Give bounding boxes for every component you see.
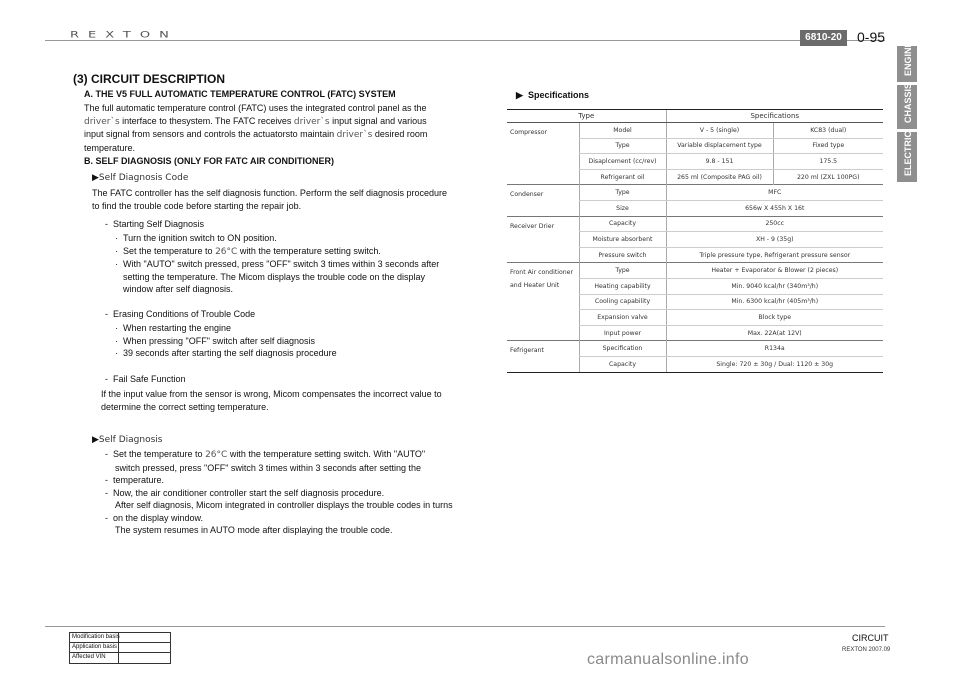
value-cell: Fixed type: [773, 138, 883, 154]
text-span: desired room: [372, 129, 428, 139]
self-diagnosis-code-heading: [92, 171, 188, 185]
category-front-air-conditioner: [507, 263, 579, 341]
value-cell: Single: 720 ± 30g / Dual: 1120 ± 30g: [666, 356, 883, 372]
category-refrigerant: Fefrigerant: [507, 341, 579, 372]
code-para-line: The FATC controller has the self diagnosis function. Perform the self diagnosis procedure: [92, 188, 448, 198]
erasing-list: [115, 322, 455, 360]
triangle-icon: ▶: [92, 172, 99, 182]
starting-list: [115, 232, 455, 296]
section-code-badge: 6810-20: [800, 30, 847, 46]
value-cell: Max. 22A(at 12V): [666, 325, 883, 341]
subtitle-fatc: A. THE V5 FULL AUTOMATIC TEMPERATURE CONTROL (FATC) SYSTEM: [84, 89, 396, 99]
step-text: with the temperature setting switch. With "AUTO": [227, 449, 426, 459]
step-line: switch pressed, press "OFF" switch 3 times within 3 seconds after setting the: [115, 462, 422, 473]
list-item: · When restarting the engine: [115, 323, 232, 333]
footer-model-date: REXTON 2007.09: [842, 647, 891, 653]
item-label: Capacity: [579, 216, 666, 232]
failsafe-heading: - Fail Safe Function: [105, 374, 186, 384]
item-label: Size: [579, 200, 666, 216]
item-label: Heating capability: [579, 278, 666, 294]
value-cell: V - 5 (single): [666, 123, 773, 139]
kr-text: driver`s: [336, 130, 373, 140]
tab-engine[interactable]: [897, 41, 917, 82]
value-cell: 9.8 - 151: [666, 154, 773, 170]
tab-chassis-label: CHASSIS: [903, 82, 913, 123]
item-label: Model: [579, 123, 666, 139]
step-line: - Now, the air conditioner controller start the self diagnosis procedure.: [105, 487, 385, 498]
heading-text: Erasing Conditions of Trouble Code: [113, 309, 256, 319]
step-text: Set the temperature to: [113, 449, 206, 459]
value-cell: 220 ml (ZXL 100PG): [773, 169, 883, 185]
heading-text: Starting Self Diagnosis: [113, 219, 205, 229]
heading-text: Self Diagnosis: [98, 435, 163, 445]
item-text: with the temperature setting switch.: [237, 245, 381, 256]
table-row: [507, 185, 883, 201]
triangle-icon: ▶: [92, 434, 99, 444]
item-label: Capacity: [579, 356, 666, 372]
category-compressor: Compressor: [510, 129, 548, 136]
failsafe-line: If the input value from the sensor is wrong, Micom compensates the incorrect value to: [101, 389, 442, 399]
item-text: 39 seconds after starting the self diagnosis procedure: [123, 348, 337, 358]
step-line: - temperature.: [105, 475, 165, 485]
item-label: Type: [579, 263, 666, 279]
triangle-icon: ▶: [516, 90, 523, 100]
list-item: · 39 seconds after starting the self diagnosis procedure: [115, 348, 337, 358]
value-cell: 175.5: [773, 154, 883, 170]
page-number: 0-95: [857, 29, 886, 45]
value-cell: Block type: [666, 310, 883, 326]
modification-basis-label: Modification basis: [70, 633, 170, 643]
category-line: and Heater Unit: [510, 282, 560, 290]
item-label: Expansion valve: [579, 310, 666, 326]
self-diagnosis-steps: [105, 448, 460, 537]
table-row: [507, 216, 883, 232]
revision-info-box: [69, 632, 171, 664]
item-text: Turn the ignition switch to ON position.: [123, 233, 277, 243]
header-type: Type: [507, 110, 666, 123]
item-text: Set the temperature to: [123, 245, 216, 256]
item-text: When pressing "OFF" switch after self diagnosis: [123, 335, 315, 346]
list-item: · When pressing "OFF" switch after self diagnosis: [115, 335, 315, 346]
kr-text: driver`s: [293, 116, 330, 127]
failsafe-para: [101, 388, 461, 413]
item-label: Pressure switch: [579, 247, 666, 263]
text-span: interface to thesystem. The FATC receives: [119, 115, 294, 126]
specifications-table: [507, 109, 883, 373]
step-text: on the display window.: [113, 512, 204, 523]
tab-chassis[interactable]: [897, 82, 917, 129]
item-label: Disaplcement (cc/rev): [579, 154, 666, 170]
step-text: Now, the air conditioner controller start the self diagnosis procedure.: [113, 487, 385, 498]
para-fatc-line: temperature.: [84, 142, 136, 153]
tab-electric-label: ELECTRIC: [903, 131, 913, 176]
para-fatc-line: The full automatic temperature control (FATC) uses the integrated control panel as the: [84, 103, 427, 113]
table-row: [507, 263, 883, 279]
code-para: [92, 187, 452, 212]
code-para-line: to find the trouble code before starting the repair job.: [92, 200, 302, 211]
list-item: · With "AUTO" switch pressed, press "OFF" switch 3 times within 3 seconds after: [115, 259, 440, 269]
application-basis-label: Application basis: [70, 643, 170, 653]
item-label: Type: [579, 185, 666, 201]
text-span: input signal from sensors and controls the actuatorsto maintain: [84, 129, 337, 139]
starting-heading: - Starting Self Diagnosis: [105, 219, 205, 229]
heading-text: Fail Safe Function: [113, 374, 186, 384]
value-cell: MFC: [666, 185, 883, 201]
item-text: With "AUTO" switch pressed, press "OFF" switch 3 times within 3 seconds after: [123, 259, 440, 269]
category-condenser: Condenser: [507, 185, 579, 216]
step-text: temperature.: [113, 475, 165, 485]
value-cell: 265 ml (Composite PAG oil): [666, 169, 773, 185]
temp-value: 26°C: [215, 246, 238, 257]
watermark: carmanualsonline.info: [587, 651, 749, 668]
failsafe-line: determine the correct setting temperature.: [101, 401, 269, 412]
tab-electric[interactable]: [897, 132, 917, 182]
affected-vin-label: Affected VIN: [70, 653, 170, 663]
value-cell: R134a: [666, 341, 883, 357]
category-line: Front Air conditioner: [510, 269, 574, 277]
header-specifications: Specifications: [666, 110, 883, 123]
list-item-cont: setting the temperature. The Micom displays the trouble code on the display: [123, 271, 426, 282]
text-span: input signal and various: [329, 115, 427, 126]
value-cell: 656w X 455h X 16t: [666, 200, 883, 216]
value-cell: Variable displacement type: [666, 138, 773, 154]
step-line: After self diagnosis, Micom integrated in controller displays the trouble codes in turns: [115, 500, 453, 510]
kr-text: driver`s: [84, 116, 120, 127]
footer-section-label: CIRCUIT: [852, 633, 889, 643]
item-text: When restarting the engine: [123, 323, 232, 333]
value-cell: KC83 (dual): [773, 123, 883, 139]
step-line: - Set the temperature to 26°C with the temperature setting switch. With "AUTO": [105, 449, 426, 460]
section-title: (3) CIRCUIT DESCRIPTION: [73, 72, 226, 86]
para-fatc-line: [84, 128, 449, 142]
table-header-row: [507, 110, 883, 123]
heading-text: Self Diagnosis Code: [98, 173, 189, 183]
item-label: Input power: [579, 325, 666, 341]
table-row: [507, 123, 883, 139]
value-cell: XH - 9 (35g): [666, 232, 883, 248]
list-item: · Turn the ignition switch to ON position.: [115, 233, 277, 243]
specifications-heading: [516, 89, 589, 102]
category-receiver-drier: Receiver Drier: [507, 216, 579, 263]
list-item: · Set the temperature to 26°C with the temperature setting switch.: [115, 245, 381, 257]
value-cell: Heater + Evaporator & Blower (2 pieces): [666, 263, 883, 279]
tab-engine-label: ENGINE: [903, 41, 913, 76]
temp-value: 26°C: [205, 450, 228, 460]
item-label: Cooling capability: [579, 294, 666, 310]
item-label: Specification: [579, 341, 666, 357]
step-line: - on the display window.: [105, 512, 204, 523]
rexton-logo: REXTON: [70, 30, 178, 41]
header-divider: [45, 40, 885, 41]
value-cell: Min. 6300 kcal/hr (405m³/h): [666, 294, 883, 310]
value-cell: Triple pressure type, Refrigerant pressure sensor: [666, 247, 883, 263]
table-row: [507, 341, 883, 357]
para-fatc: [84, 102, 449, 154]
footer-divider: [45, 626, 885, 627]
item-label: Type: [579, 138, 666, 154]
subtitle-self-diagnosis: B. SELF DIAGNOSIS (ONLY FOR FATC AIR CONDITIONER): [84, 156, 335, 166]
self-diagnosis-heading: [92, 433, 162, 447]
step-line: The system resumes in AUTO mode after displaying the trouble code.: [115, 525, 393, 535]
list-item-cont: window after self diagnosis.: [123, 284, 234, 294]
value-cell: Min. 9040 kcal/hr (340m³/h): [666, 278, 883, 294]
item-label: Refrigerant oil: [579, 169, 666, 185]
item-label: Moisture absorbent: [579, 232, 666, 248]
erasing-heading: - Erasing Conditions of Trouble Code: [105, 309, 256, 319]
heading-text: Specifications: [527, 90, 589, 100]
value-cell: 250cc: [666, 216, 883, 232]
para-fatc-line: [84, 115, 449, 129]
